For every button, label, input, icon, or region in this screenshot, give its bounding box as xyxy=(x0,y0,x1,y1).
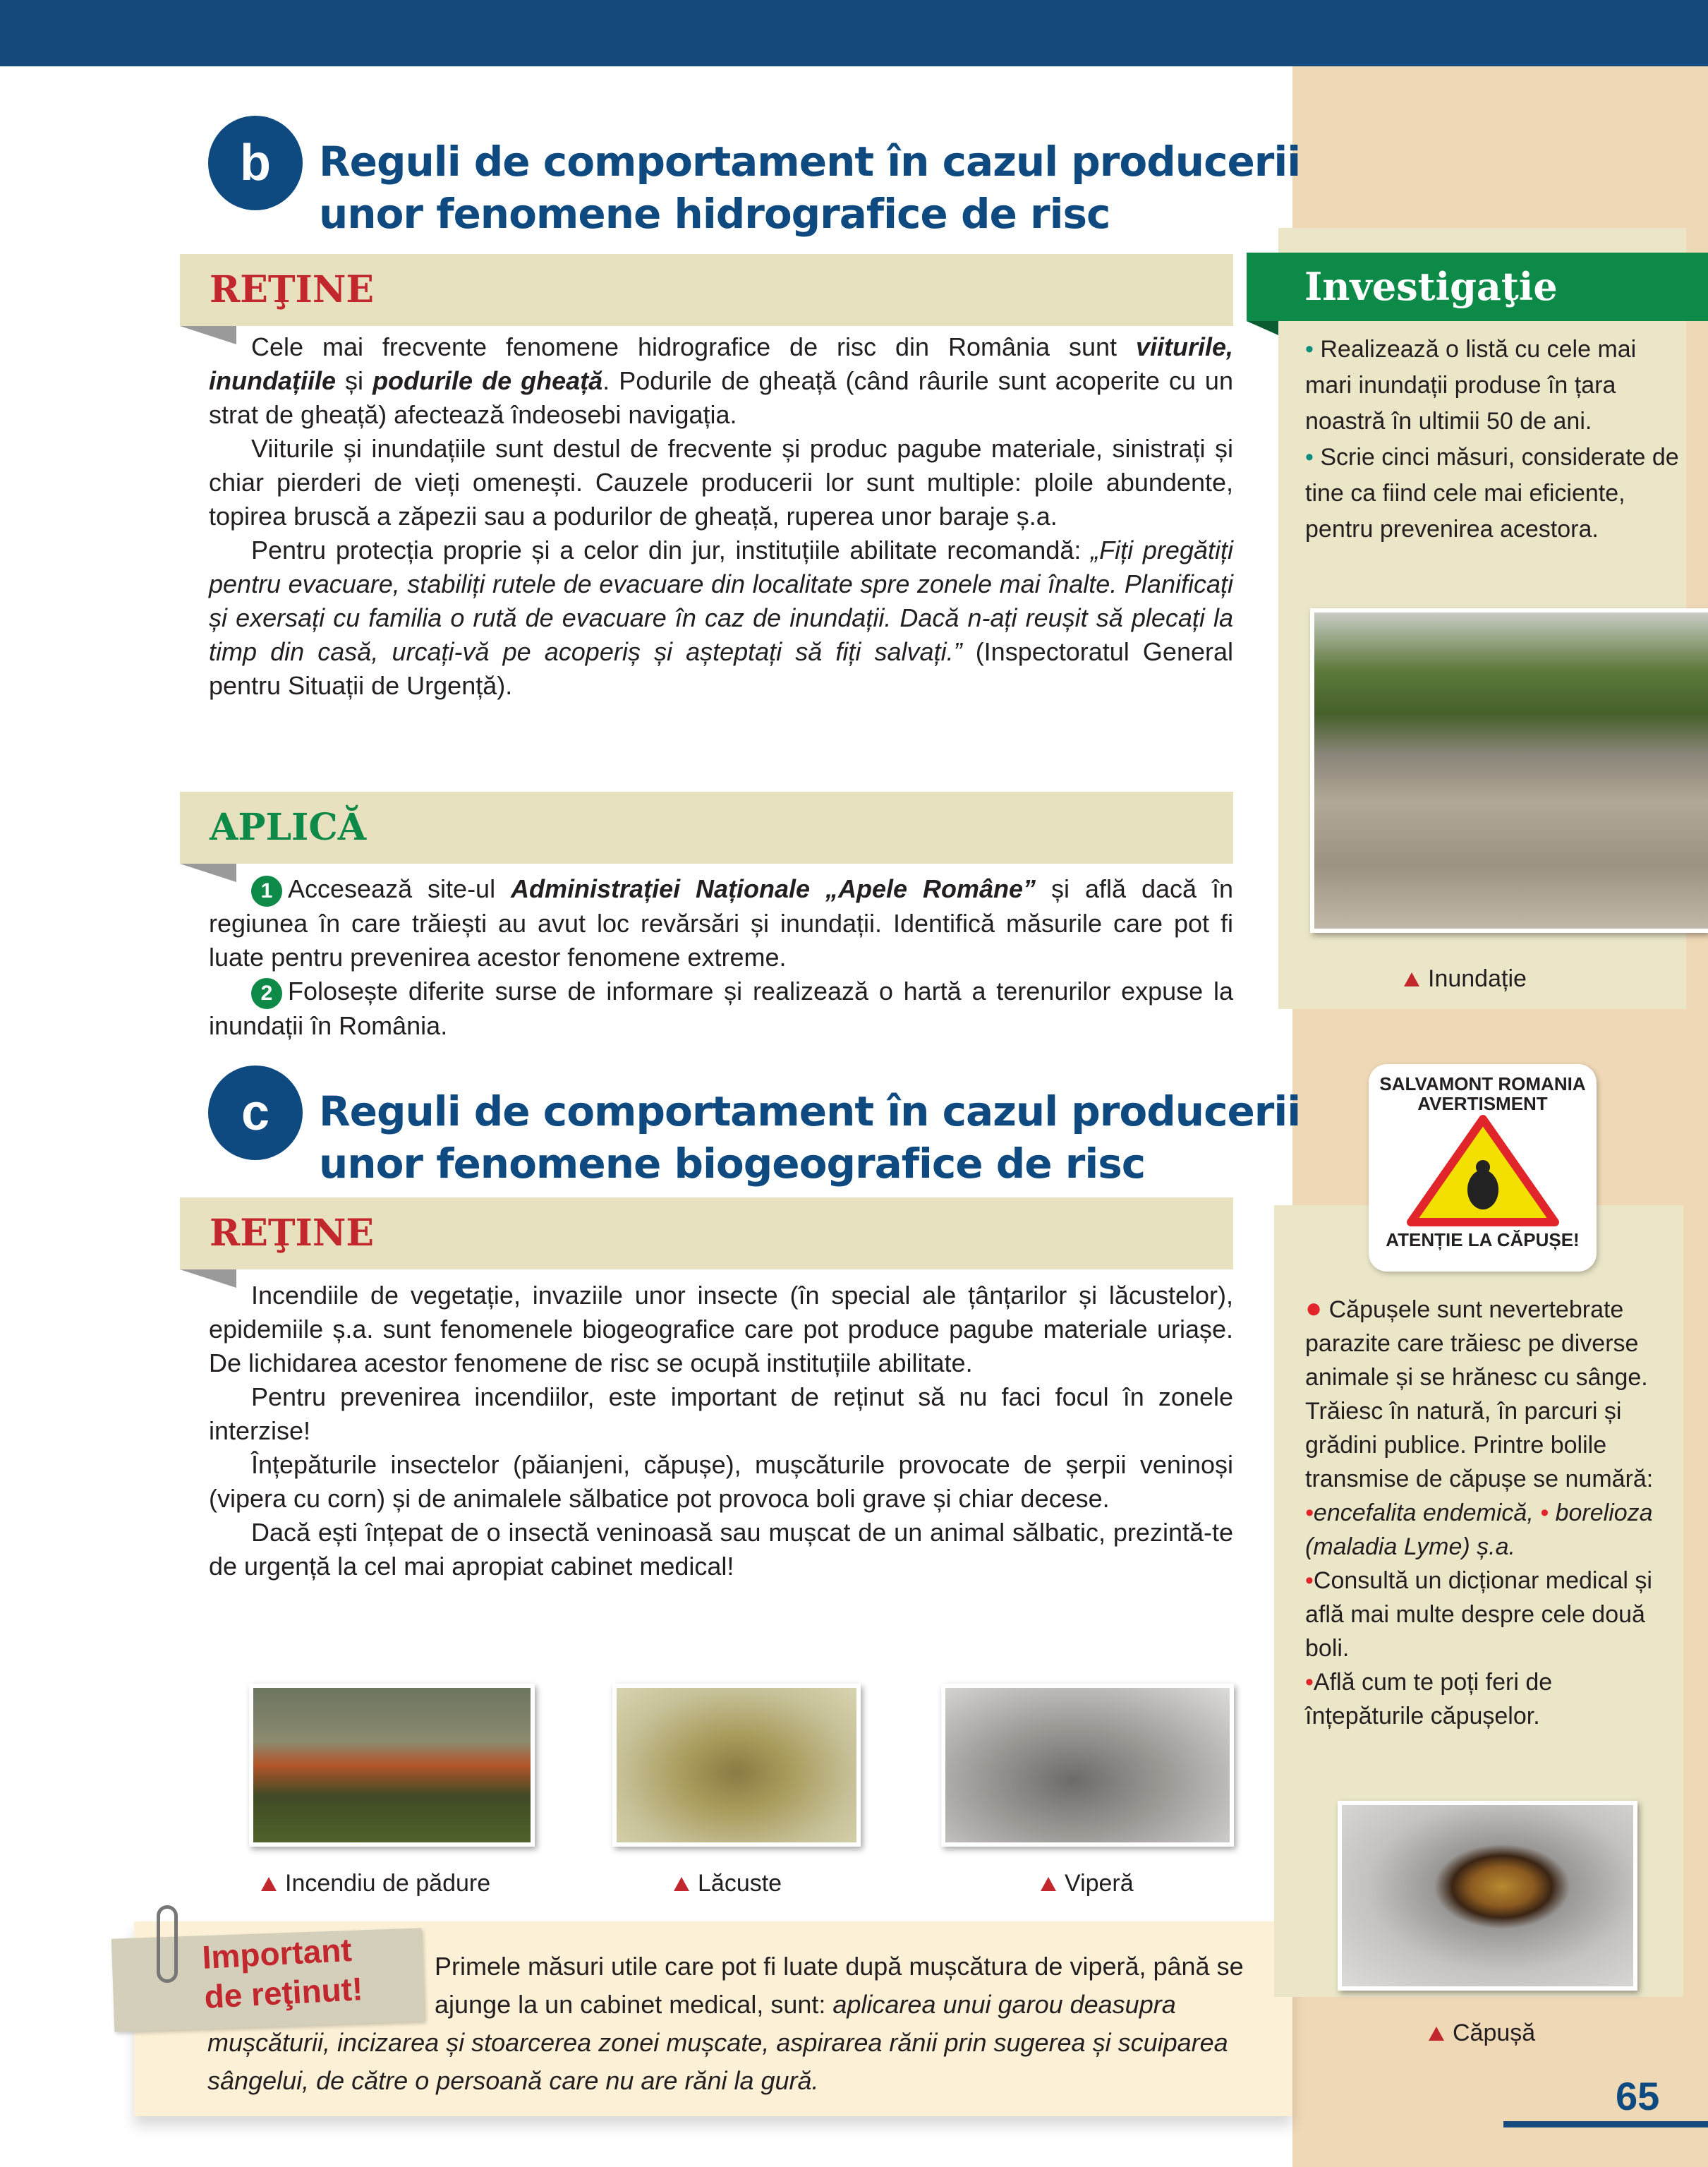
caption-text: Lăcuste xyxy=(698,1870,782,1897)
retine-band-2 xyxy=(180,1197,1233,1269)
caption-locusts xyxy=(674,1870,782,1897)
important-text xyxy=(207,1948,1259,2100)
retine-1-text xyxy=(209,330,1233,703)
label-spacer xyxy=(207,1948,435,2024)
list-item: •Află cum te poți feri de înțepăturile căpușelor. xyxy=(1305,1669,1553,1730)
retine-label: REŢINE xyxy=(210,268,375,311)
sign-line: ATENȚIE LA CĂPUȘE! xyxy=(1386,1229,1580,1250)
caption-flood xyxy=(1404,965,1527,993)
number-badge: 1 xyxy=(251,876,282,907)
section-b-badge: b xyxy=(208,116,303,210)
page-number-rule xyxy=(1503,2121,1708,2127)
number-badge: 2 xyxy=(251,978,282,1009)
investigatie-title: Investigaţie xyxy=(1304,264,1558,309)
retine-band-1 xyxy=(180,254,1233,326)
tick-warning-sign xyxy=(1369,1064,1597,1272)
warning-triangle-icon xyxy=(1405,1113,1561,1226)
caption-fire xyxy=(261,1870,490,1897)
paragraph: Pentru prevenirea incendiilor, este important de reținut să nu faci focul în zonele interzise! xyxy=(209,1382,1233,1445)
text: Pentru protecția proprie și a celor din jur, instituțiile abilitate recomandă: xyxy=(251,536,1091,565)
section-b-title xyxy=(319,135,1300,240)
investigatie-list xyxy=(1305,332,1679,548)
term: podurile de gheață xyxy=(373,366,603,395)
caption-text: Căpușă xyxy=(1453,2020,1536,2046)
aplica-text xyxy=(209,872,1233,1043)
text: Primele măsuri utile care pot fi luate după mușcătura de viperă, până se ajunge la un cabinet medical, sunt: xyxy=(435,1952,1244,2019)
caption-text: Inundație xyxy=(1428,965,1527,992)
header-fold xyxy=(1247,321,1278,335)
aplica-item xyxy=(209,974,1233,1043)
paragraph xyxy=(209,330,1233,432)
text: și xyxy=(336,366,373,395)
aplica-item xyxy=(209,872,1233,974)
title-line: Reguli de comportament în cazul producerii xyxy=(319,138,1301,186)
triangle-icon xyxy=(1429,2027,1444,2041)
text: și află dacă în regiunea în care trăiești au avut loc revărsări și inundații. Identifică măsurile care pot fi luate pentru prevenirea acestor fenomene extreme. xyxy=(209,874,1234,972)
triangle-icon xyxy=(674,1877,689,1891)
text: Cele mai frecvente fenomene hidrografice de risc din România sunt xyxy=(251,332,1136,361)
tick-photo xyxy=(1338,1801,1637,1991)
tick-text: ● Căpușele sunt nevertebrate parazite care trăiesc pe diverse animale și se hrănesc cu sânge. Trăiesc în natură, în parcuri și grădini publice. Printre bolile transmise de căpușe se numără: •encefalita endemică, • borelioza (maladia Lyme) ș.a. •Consultă un dicționar medical și află mai multe despre cele două boli. •Află cum te poți feri de înțepăturile căpușelor. xyxy=(1305,1291,1672,1733)
text: (Inspectoratul General pentru Situații de Urgență). xyxy=(209,637,1233,700)
viper-photo xyxy=(941,1684,1234,1847)
paperclip-icon xyxy=(157,1905,178,1983)
caption-text: Incendiu de pădure xyxy=(285,1870,491,1897)
retine-label: REŢINE xyxy=(210,1212,375,1255)
forest-fire-photo xyxy=(249,1684,535,1847)
text: . Podurile de gheață (când râurile sunt acoperite cu un strat de gheață) afectează îndeosebi navigația. xyxy=(209,366,1233,429)
triangle-icon xyxy=(261,1877,277,1891)
list-item: • Scrie cinci măsuri, considerate de tine ca fiind cele mai eficiente, pentru prevenirea acestora. xyxy=(1305,444,1679,543)
label-line: de reţinut! xyxy=(203,1970,364,2015)
paragraph: Înțepăturile insectelor (păianjeni, căpușe), mușcăturile provocate de șerpii veninoși (vipera cu corn) și de animalele sălbatice pot provoca boli grave și chiar decese. xyxy=(209,1450,1233,1513)
triangle-icon xyxy=(1041,1877,1056,1891)
aplica-band xyxy=(180,792,1233,864)
text: Folosește diferite surse de informare și realizează o hartă a terenurilor expuse la inundații în România. xyxy=(209,977,1233,1040)
triangle-icon xyxy=(1404,972,1419,986)
item-text: Realizează o listă cu cele mai mari inundații produse în țara noastră în ultimii 50 de ani. xyxy=(1305,336,1637,435)
flood-photo xyxy=(1310,608,1708,933)
text: Căpușele sunt nevertebrate parazite care trăiesc pe diverse animale și se hrănesc cu sânge. Trăiesc în natură, în parcuri și grădini publice. Printre bolile transmise de căpușe se numără: xyxy=(1305,1296,1654,1492)
title-line: Reguli de comportament în cazul producerii xyxy=(319,1087,1301,1135)
disease: encefalita endemică, xyxy=(1313,1499,1534,1526)
text: Accesează site-ul xyxy=(288,874,511,903)
aplica-label: APLICĂ xyxy=(210,806,367,849)
list-item: •Consultă un dicționar medical și află mai multe despre cele două boli. xyxy=(1305,1567,1652,1662)
caption-text: Viperă xyxy=(1065,1870,1134,1897)
item-text: Scrie cinci măsuri, considerate de tine ca fiind cele mai eficiente, pentru prevenirea acestora. xyxy=(1305,444,1679,543)
italic-text: aplicarea unui garou deasupra mușcăturii, incizarea și stoarcerea zonei mușcate, aspirarea rănii prin sugerea și scuiparea sângelui, de către o persoană care nu are răni la gură. xyxy=(207,1990,1228,2095)
top-bar xyxy=(0,0,1708,66)
term: Administrației Naționale „Apele Române” xyxy=(511,874,1036,903)
disease: borelioza (maladia Lyme) ș.a. xyxy=(1305,1499,1653,1560)
list-item: • Realizează o listă cu cele mai mari inundații produse în țara noastră în ultimii 50 de ani. xyxy=(1305,336,1637,435)
section-c-badge: c xyxy=(208,1066,303,1160)
title-line: unor fenomene hidrografice de risc xyxy=(319,190,1110,238)
retine-2-text xyxy=(209,1279,1233,1583)
paragraph: Dacă ești înțepat de o insectă veninoasă sau mușcat de un animal sălbatic, prezintă-te de urgență la cel mai apropiat cabinet medical! xyxy=(209,1518,1233,1581)
caption-tick xyxy=(1429,2020,1535,2047)
item-text: Află cum te poți feri de înțepăturile căpușelor. xyxy=(1305,1669,1553,1730)
paragraph: Incendiile de vegetație, invaziile unor insecte (în special ale țânțarilor și lăcustelor), epidemiile ș.a. sunt fenomenele biogeografice care pot produce pagube materiale uriașe. De lichidarea acestor fenomene de risc se ocupă instituțiile abilitate. xyxy=(209,1281,1233,1377)
sign-line: AVERTISMENT xyxy=(1417,1093,1548,1114)
section-c-title xyxy=(319,1085,1300,1190)
quote: „Fiți pregătiți pentru evacuare, stabiliți rutele de evacuare din localitate spre zonele mai înalte. Planificați și exersați cu familia o rută de evacuare în caz de inundații. Dacă n-ați reușit să plecați la timp din casă, urcați-vă pe acoperiș și așteptați să fiți salvați.” xyxy=(209,536,1233,666)
caption-viper xyxy=(1041,1870,1134,1897)
term: viiturile, inundațiile xyxy=(209,332,1233,395)
item-text: Consultă un dicționar medical și află mai multe despre cele două boli. xyxy=(1305,1567,1652,1662)
page-number: 65 xyxy=(1616,2074,1660,2118)
locusts-photo xyxy=(612,1684,861,1847)
label-line: Important xyxy=(201,1931,353,1976)
sign-line: SALVAMONT ROMANIA xyxy=(1379,1073,1586,1094)
paragraph: Viiturile și inundațiile sunt destul de frecvente și produc pagube materiale, sinistrați și chiar pierderi de vieți omenești. Cauzele producerii lor sunt multiple: ploile abundente, topirea bruscă a zăpezii sau a podurilor de gheață, ruperea unor baraje ș.a. xyxy=(209,434,1233,531)
title-line: unor fenomene biogeografice de risc xyxy=(319,1140,1146,1188)
investigatie-header xyxy=(1247,253,1708,321)
paragraph xyxy=(209,533,1233,703)
